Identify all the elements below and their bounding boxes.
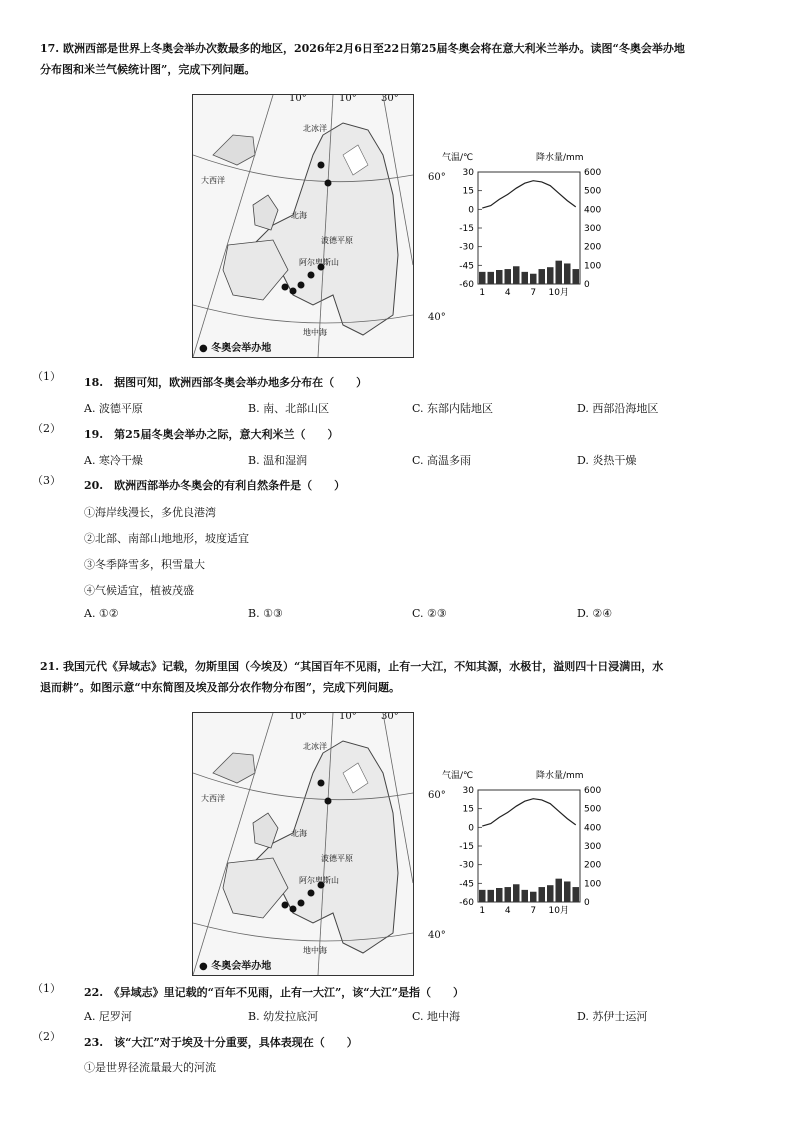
option-d[interactable]: D. 苏伊士运河	[577, 1010, 648, 1023]
label-med: 地中海	[303, 328, 327, 337]
venue-dot	[298, 282, 305, 289]
precip-bar	[564, 263, 571, 284]
precip-bar	[488, 272, 495, 284]
label-arctic: 北冰洋	[303, 124, 327, 133]
precip-bar	[479, 272, 486, 284]
option-c[interactable]: C. 地中海	[412, 1010, 461, 1023]
label-arctic: 北冰洋	[303, 742, 327, 751]
label-baltic: 波德平原	[321, 854, 353, 863]
precip-tick-label: 0	[584, 898, 590, 908]
venue-dot	[308, 272, 315, 279]
precip-bar	[573, 887, 580, 902]
precip-tick-label: 500	[584, 804, 602, 815]
temp-tick-label: 30	[462, 168, 474, 178]
precip-tick-label: 400	[584, 823, 602, 834]
temp-tick-label: -30	[459, 860, 474, 871]
precip-tick-label: 0	[584, 280, 590, 290]
precip-bar	[479, 890, 486, 902]
precip-bar	[556, 261, 563, 284]
precip-bar	[539, 887, 546, 902]
month-tick-label: 7	[530, 906, 537, 916]
precip-tick-label: 400	[584, 205, 602, 216]
question-stem: 19. 第25届冬奥会举办之际，意大利米兰（ ）	[84, 428, 339, 441]
option-c[interactable]: C. 高温多雨	[412, 454, 472, 467]
venue-dot	[290, 288, 297, 295]
label-atlantic: 大西洋	[201, 794, 225, 803]
europe-map-drawing	[193, 713, 413, 975]
venue-dot	[325, 180, 332, 187]
month-tick-label: 10月	[548, 906, 569, 916]
deg-10e: 10°	[339, 712, 357, 722]
precip-axis-title: 降水量/mm	[536, 153, 584, 163]
climate-chart-svg	[440, 768, 615, 918]
deg-30e: 30°	[381, 712, 399, 722]
label-atlantic: 大西洋	[201, 176, 225, 185]
precip-bar	[496, 888, 503, 902]
label-northsea: 北海	[291, 829, 307, 838]
q17-intro-line1: 17. 欧洲西部是世界上冬奥会举办次数最多的地区，2026年2月6日至22日第25届冬奥会将在意大利米兰举办。读图“冬奥会举办地	[40, 42, 685, 55]
venue-dot	[308, 890, 315, 897]
temp-tick-label: -30	[459, 242, 474, 253]
deg-60n: 60°	[428, 172, 446, 183]
venue-dot	[325, 798, 332, 805]
figure-2	[192, 712, 622, 974]
q21-intro-line2: 退而耕”。如图示意“中东简图及埃及部分农作物分布图”，完成下列问题。	[40, 681, 400, 694]
precip-bar	[530, 892, 537, 902]
statement-item: ①是世界径流量最大的河流	[84, 1061, 216, 1074]
precip-tick-label: 200	[584, 860, 602, 871]
venue-dot	[290, 906, 297, 913]
statement-item: ④气候适宜，植被茂盛	[84, 584, 194, 597]
figure-1	[192, 94, 622, 356]
temp-tick-label: 15	[462, 804, 474, 815]
precip-bar	[522, 890, 529, 902]
precip-tick-label: 200	[584, 242, 602, 253]
temp-tick-label: -15	[459, 224, 474, 234]
q17-intro	[40, 38, 756, 80]
question-number: （3）	[32, 474, 61, 487]
statement-item: ③冬季降雪多，积雪量大	[84, 558, 205, 571]
precip-tick-label: 300	[584, 842, 602, 852]
precip-bar	[573, 269, 580, 284]
label-baltic: 波德平原	[321, 236, 353, 245]
option-c[interactable]: C. 东部内陆地区	[412, 402, 494, 415]
option-a[interactable]: A. 寒冷干燥	[84, 454, 143, 467]
deg-10w: 10°	[289, 94, 307, 104]
question-stem: 20. 欧洲西部举办冬奥会的有利自然条件是（ ）	[84, 479, 346, 492]
question-stem: 22. 《异域志》里记载的“百年不见雨，止有一大江”，该“大江”是指（ ）	[84, 986, 464, 999]
precip-tick-label: 100	[584, 261, 602, 272]
temp-tick-label: 15	[462, 186, 474, 197]
precip-tick-label: 300	[584, 224, 602, 234]
statement-item: ①海岸线漫长，多优良港湾	[84, 506, 216, 519]
precip-bar	[513, 266, 520, 284]
precip-tick-label: 600	[584, 786, 602, 796]
option-b[interactable]: B. 幼发拉底河	[248, 1010, 319, 1023]
option-d[interactable]: D. ②④	[577, 607, 613, 620]
option-d[interactable]: D. 西部沿海地区	[577, 402, 659, 415]
deg-40n: 40°	[428, 312, 446, 323]
month-tick-label: 1	[479, 288, 486, 298]
question-stem: 18. 据图可知，欧洲西部冬奥会举办地多分布在（ ）	[84, 376, 368, 389]
venue-dot	[282, 902, 289, 909]
map-legend: ● 冬奥会举办地	[199, 961, 272, 972]
label-med: 地中海	[303, 946, 327, 955]
precip-bar	[522, 272, 529, 284]
temp-line	[482, 181, 576, 208]
temp-line	[482, 799, 576, 826]
temp-tick-label: -45	[459, 879, 474, 890]
question-stem: 23. 该“大江”对于埃及十分重要，具体表现在（ ）	[84, 1036, 358, 1049]
europe-map-drawing	[193, 95, 413, 357]
q21-intro-line1: 21. 我国元代《异域志》记载，勿斯里国（今埃及）“其国百年不见雨，止有一大江，不知其源，水极甘，溢则四十日浸满田，水	[40, 660, 664, 673]
question-number: （1）	[32, 982, 61, 995]
temp-tick-label: 0	[468, 823, 474, 834]
temp-tick-label: 30	[462, 786, 474, 796]
precip-bar	[505, 887, 512, 902]
precip-bar	[530, 274, 537, 284]
deg-40n: 40°	[428, 930, 446, 941]
month-tick-label: 1	[479, 906, 486, 916]
precip-bar	[547, 267, 554, 284]
precip-bar	[496, 270, 503, 284]
deg-10e: 10°	[339, 94, 357, 104]
climate-chart	[440, 150, 615, 300]
venue-dot	[298, 900, 305, 907]
option-d[interactable]: D. 炎热干燥	[577, 454, 637, 467]
question-number: （1）	[32, 370, 61, 383]
precip-bar	[539, 269, 546, 284]
venue-dot	[318, 780, 325, 787]
deg-60n: 60°	[428, 790, 446, 801]
precip-tick-label: 600	[584, 168, 602, 178]
precip-tick-label: 100	[584, 879, 602, 890]
temp-tick-label: -60	[459, 280, 474, 290]
precip-bar	[547, 885, 554, 902]
month-tick-label: 4	[504, 288, 511, 298]
question-number: （2）	[32, 1030, 61, 1043]
climate-chart-svg	[440, 150, 615, 300]
precip-bar	[556, 879, 563, 902]
option-a[interactable]: A. ①②	[84, 607, 119, 620]
option-a[interactable]: A. 波德平原	[84, 402, 143, 415]
deg-30e: 30°	[381, 94, 399, 104]
venue-dot	[318, 162, 325, 169]
precip-bar	[564, 881, 571, 902]
temp-tick-label: -60	[459, 898, 474, 908]
month-tick-label: 4	[504, 906, 511, 916]
venue-dot	[282, 284, 289, 291]
q21-intro	[40, 656, 756, 698]
question-number: （2）	[32, 422, 61, 435]
label-alps: 阿尔卑斯山	[299, 876, 339, 885]
month-tick-label: 10月	[548, 288, 569, 298]
option-b[interactable]: B. 南、北部山区	[248, 402, 330, 415]
option-b[interactable]: B. 温和湿润	[248, 454, 308, 467]
option-b[interactable]: B. ①③	[248, 607, 283, 620]
label-northsea: 北海	[291, 211, 307, 220]
deg-10w: 10°	[289, 712, 307, 722]
europe-map	[192, 712, 414, 976]
precip-bar	[505, 269, 512, 284]
temp-axis-title: 气温/℃	[442, 771, 474, 781]
option-c[interactable]: C. ②③	[412, 607, 447, 620]
climate-chart	[440, 768, 615, 918]
temp-tick-label: -15	[459, 842, 474, 852]
temp-tick-label: -45	[459, 261, 474, 272]
precip-axis-title: 降水量/mm	[536, 771, 584, 781]
temp-tick-label: 0	[468, 205, 474, 216]
precip-tick-label: 500	[584, 186, 602, 197]
temp-axis-title: 气温/℃	[442, 153, 474, 163]
statement-item: ②北部、南部山地地形，坡度适宜	[84, 532, 249, 545]
europe-map	[192, 94, 414, 358]
month-tick-label: 7	[530, 288, 537, 298]
label-alps: 阿尔卑斯山	[299, 258, 339, 267]
precip-bar	[488, 890, 495, 902]
precip-bar	[513, 884, 520, 902]
option-a[interactable]: A. 尼罗河	[84, 1010, 132, 1023]
q17-intro-line2: 分布图和米兰气候统计图”，完成下列问题。	[40, 63, 256, 76]
map-legend: ● 冬奥会举办地	[199, 343, 272, 354]
